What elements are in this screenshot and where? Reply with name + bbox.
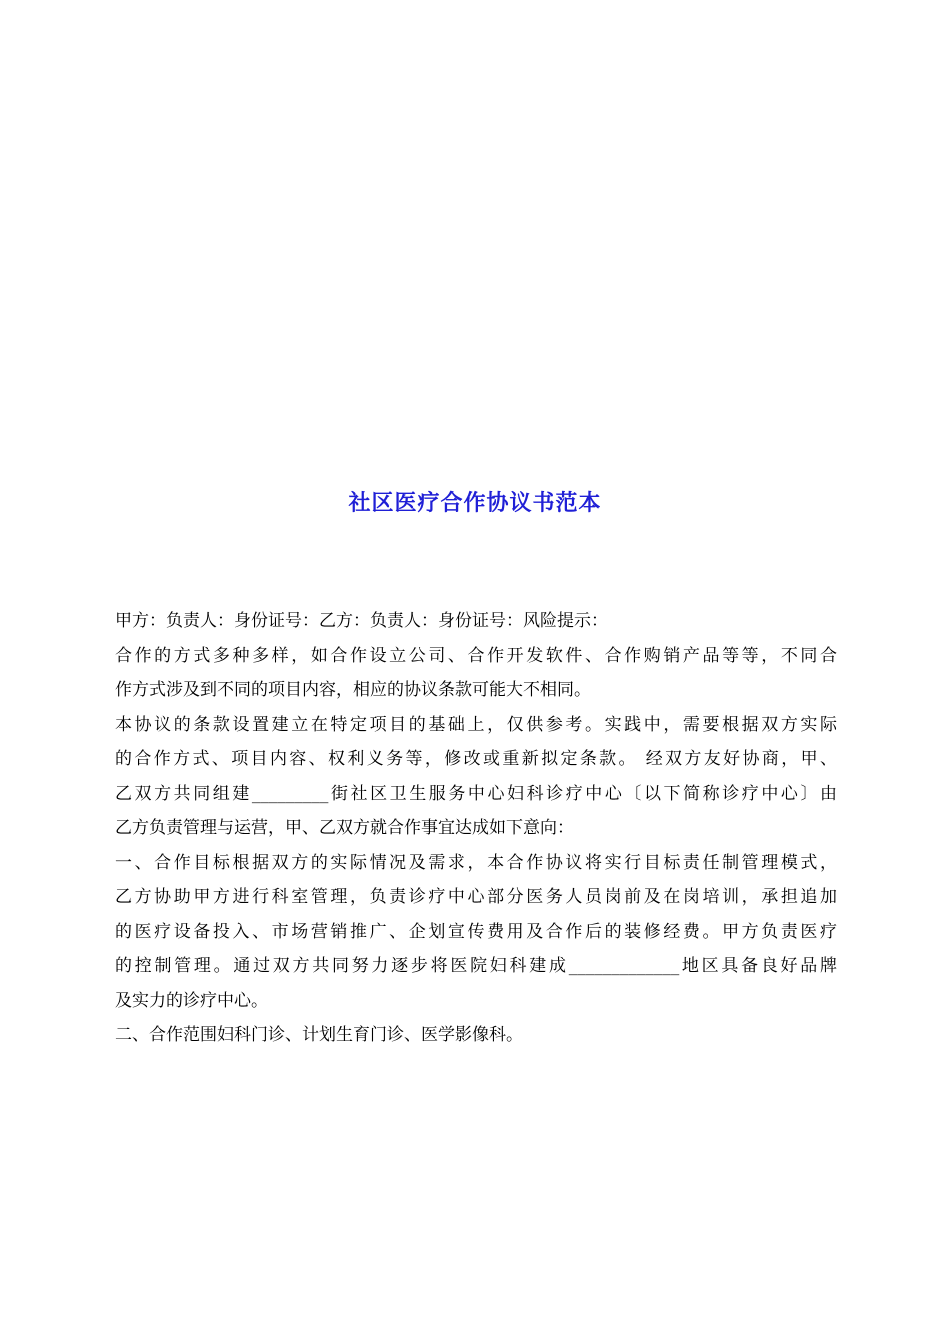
text-line: 的医疗设备投入、市场营销推广、企划宣传费用及合作后的装修经费。甲方负责医疗 <box>115 921 837 942</box>
text-line: 的合作方式、项目内容、权利义务等，修改或重新拟定条款。 经双方友好协商，甲、 <box>115 749 837 769</box>
paragraph-section-2 <box>115 1018 837 1053</box>
text-line: 作方式涉及到不同的项目内容，相应的协议条款可能大不相同。 <box>115 680 591 700</box>
text-line: 合作的方式多种多样，如合作设立公司、合作开发软件、合作购销产品等等，不同合 <box>115 645 837 666</box>
paragraph-parties <box>115 604 837 639</box>
text-line: 乙方负责管理与运营，甲、乙双方就合作事宜达成如下意向： <box>115 818 574 838</box>
text-line: 的控制管理。通过双方共同努力逐步将医院妇科建成_____________地区具备良好品牌 <box>115 956 837 976</box>
text-line: 乙方协助甲方进行科室管理，负责诊疗中心部分医务人员岗前及在岗培训，承担追加 <box>115 887 837 907</box>
text-line: 二、合作范围妇科门诊、计划生育门诊、医学影像科。 <box>115 1025 523 1045</box>
text-line: 一、合作目标根据双方的实际情况及需求，本合作协议将实行目标责任制管理模式， <box>115 852 837 873</box>
paragraph-risk-note <box>115 639 837 708</box>
paragraph-preamble <box>115 708 837 846</box>
text-line: 及实力的诊疗中心。 <box>115 990 268 1011</box>
document-title: 社区医疗合作协议书范本 <box>348 490 602 516</box>
text-line: 甲方：负责人：身份证号：乙方：负责人：身份证号：风险提示： <box>115 611 608 631</box>
text-line: 本协议的条款设置建立在特定项目的基础上，仅供参考。实践中，需要根据双方实际 <box>115 714 837 735</box>
paragraph-section-1 <box>115 846 837 1019</box>
document-body <box>115 604 837 1053</box>
text-line: 乙双方共同组建_________街社区卫生服务中心妇科诊疗中心〔以下简称诊疗中心〕由 <box>115 783 837 804</box>
